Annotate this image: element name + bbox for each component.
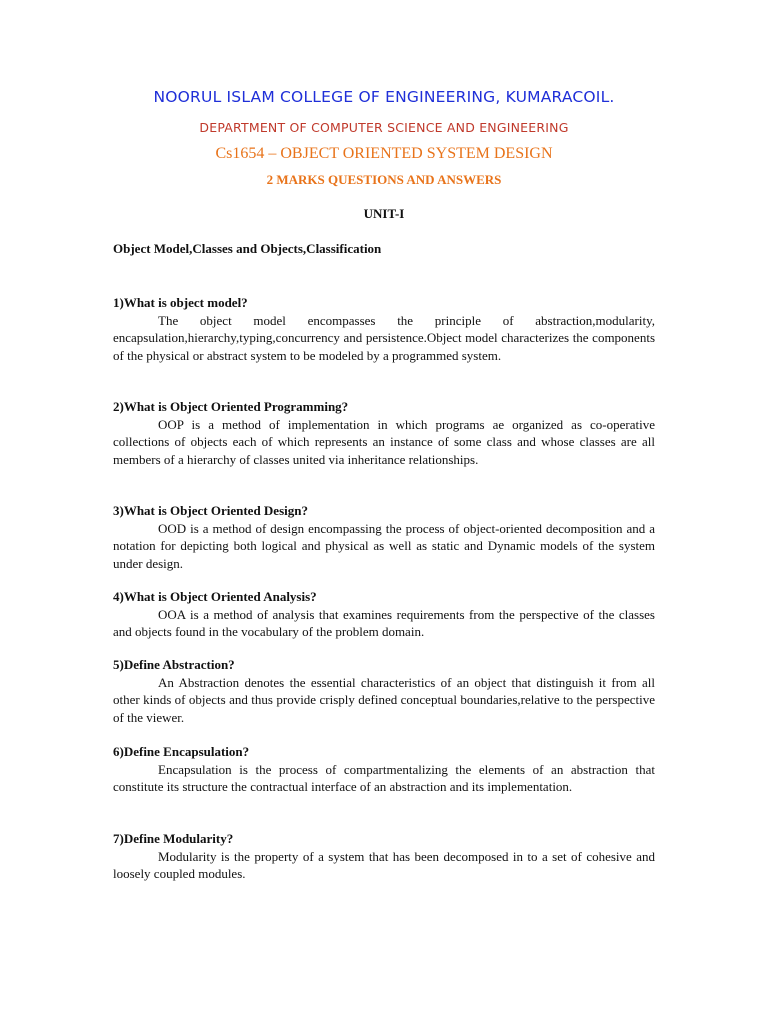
department-name: DEPARTMENT OF COMPUTER SCIENCE AND ENGINEERING [199,120,569,135]
qa-item [113,502,655,572]
answer: OOA is a method of analysis that examines requirements from the perspective of the classes and objects found in the vocabulary of the problem domain. [113,606,655,639]
question: 6)Define Encapsulation? [113,744,250,759]
answer: An Abstraction denotes the essential characteristics of an object that distinguish it from all other kinds of objects and thus provide crisply defined conceptual boundaries,relative to the perspective of the viewer. [113,674,655,725]
qa-item [113,588,655,641]
answer: OOD is a method of design encompassing the process of object-oriented decomposition and a notation for depicting both logical and physical as well as static and Dynamic models of the system under design. [113,520,655,571]
qa-item [113,294,655,364]
question: 2)What is Object Oriented Programming? [113,399,349,414]
answer: Encapsulation is the process of compartmentalizing the elements of an abstraction that constitute its structure the contractual interface of an abstraction and its implementation. [113,761,655,794]
document-subtitle: 2 MARKS QUESTIONS AND ANSWERS [266,172,502,187]
qa-item [113,830,655,883]
college-name: NOORUL ISLAM COLLEGE OF ENGINEERING, KUMARACOIL. [153,88,615,106]
qa-item [113,656,655,726]
question: 3)What is Object Oriented Design? [113,503,308,518]
qa-item [113,398,655,468]
question: 7)Define Modularity? [113,831,234,846]
unit-heading: UNIT-I [363,206,405,221]
course-title: Cs1654 – OBJECT ORIENTED SYSTEM DESIGN [215,145,553,162]
answer: The object model encompasses the principle of abstraction,modularity, encapsulation,hierarchy,typing,concurrency and persistence.Object model characterizes the components of the physical or abstract system to be modeled by a programmed system. [113,312,655,363]
answer: Modularity is the property of a system that has been decomposed in to a set of cohesive and loosely coupled modules. [113,848,655,881]
question: 1)What is object model? [113,295,248,310]
question: 5)Define Abstraction? [113,657,235,672]
qa-item [113,743,655,796]
question: 4)What is Object Oriented Analysis? [113,589,317,604]
section-title: Object Model,Classes and Objects,Classification [113,241,382,256]
answer: OOP is a method of implementation in which programs ae organized as co-operative collections of objects each of which represents an instance of some class and whose classes are all members of a hierarchy of classes united via inheritance relationships. [113,416,655,467]
